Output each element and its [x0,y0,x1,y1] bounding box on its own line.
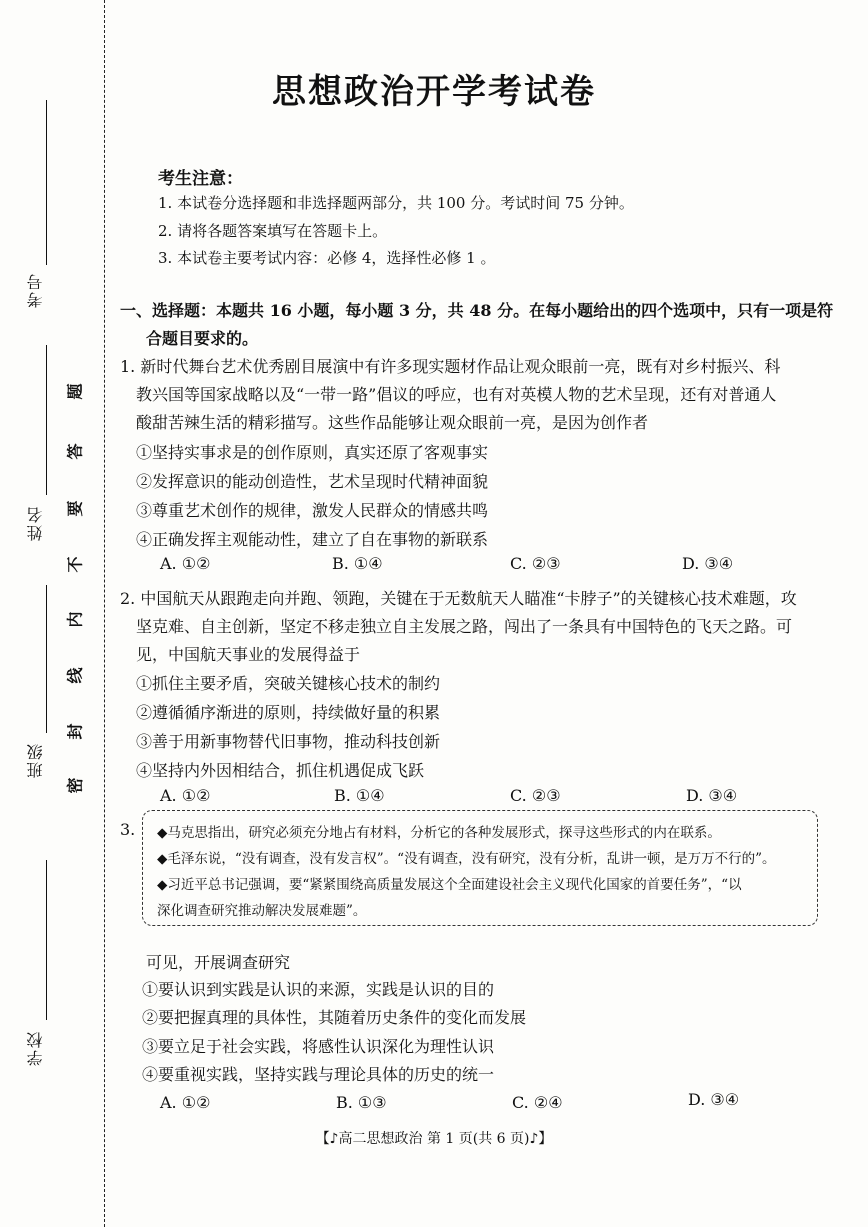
seal-char: 要 [65,500,85,517]
question-1-stem: 教兴国等国家战略以及“一带一路”倡议的呼应，也有对英模人物的艺术呈现，还有对普通人 [136,385,777,404]
question-3-item: ①要认识到实践是认识的来源，实践是认识的目的 [142,980,495,999]
question-3-option-a[interactable]: A. ①② [160,1093,211,1112]
school-label: 学校 [26,1030,45,1066]
name-label: 姓名 [26,505,45,541]
question-1-option-d[interactable]: D. ③④ [682,554,734,573]
question-2-item: ③善于用新事物替代旧事物，推动科技创新 [136,732,441,751]
quote-line: 深化调查研究推动解决发展难题”。 [157,903,367,919]
question-2-option-c[interactable]: C. ②③ [510,786,561,805]
question-1-option-c[interactable]: C. ②③ [510,554,561,573]
question-3-stem: 可见，开展调查研究 [146,953,291,972]
seal-char: 题 [65,383,85,400]
quote-box [142,810,818,926]
question-3-number: 3. [120,820,136,839]
page-footer: 【♪高二思想政治 第 1 页(共 6 页)♪】 [315,1131,553,1147]
question-2-item: ①抓住主要矛盾，突破关键核心技术的制约 [136,674,441,693]
seal-char: 不 [65,556,85,573]
question-1-option-a[interactable]: A. ①② [160,554,211,573]
question-3-item: ④要重视实践，坚持实践与理论具体的历史的统一 [142,1065,495,1084]
school-field[interactable] [46,860,47,1020]
section-heading: 一、选择题：本题共 16 小题，每小题 3 分，共 48 分。在每小题给出的四个选项中，只有一项是符 [120,301,834,320]
notice-heading: 考生注意： [158,169,243,189]
question-1-option-b[interactable]: B. ①④ [332,554,383,573]
question-1-stem: 酸甜苦辣生活的精彩描写。这些作品能够让观众眼前一亮，是因为创作者 [136,413,649,432]
class-field[interactable] [46,585,47,733]
exam-number-field[interactable] [46,100,47,265]
question-2-option-d[interactable]: D. ③④ [686,786,738,805]
question-2-item: ②遵循循序渐进的原则，持续做好量的积累 [136,703,441,722]
question-2-item: ④坚持内外因相结合，抓住机遇促成飞跃 [136,761,425,780]
question-1-item: ④正确发挥主观能动性，建立了自在事物的新联系 [136,530,489,549]
question-2-stem: 2. 中国航天从跟跑走向并跑、领跑，关键在于无数航天人瞄准“卡脖子”的关键核心技术难题，攻 [120,589,797,608]
class-label: 班级 [26,742,45,778]
page-title: 思想政治开学考试卷 [272,72,596,112]
seal-char: 封 [65,723,85,740]
notice-item: 1. 本试卷分选择题和非选择题两部分，共 100 分。考试时间 75 分钟。 [158,194,634,212]
question-3-item: ③要立足于社会实践，将感性认识深化为理性认识 [142,1037,495,1056]
notice-item: 3. 本试卷主要考试内容：必修 4，选择性必修 1 。 [158,249,496,267]
question-1-item: ③尊重艺术创作的规律，激发人民群众的情感共鸣 [136,501,489,520]
exam-number-label: 考号 [26,272,45,308]
question-2-stem: 坚克难、自主创新，坚定不移走独立自主发展之路，闯出了一条具有中国特色的飞天之路。可 [136,617,793,636]
name-field[interactable] [46,345,47,495]
question-2-stem: 见，中国航天事业的发展得益于 [136,645,361,664]
question-3-option-d[interactable]: D. ③④ [688,1090,740,1109]
seal-char: 线 [65,667,85,684]
question-2-option-b[interactable]: B. ①④ [334,786,385,805]
question-3-option-c[interactable]: C. ②④ [512,1093,563,1112]
seal-char: 答 [65,443,85,460]
binding-dashed-line [104,0,105,1227]
quote-line: ◆毛泽东说，“没有调查，没有发言权”。“没有调查，没有研究，没有分析，乱讲一顿，是万万不行的”。 [157,851,776,867]
question-3-item: ②要把握真理的具体性，其随着历史条件的变化而发展 [142,1008,527,1027]
question-3-option-b[interactable]: B. ①③ [336,1093,387,1112]
question-1-item: ①坚持实事求是的创作原则，真实还原了客观事实 [136,443,489,462]
seal-char: 密 [65,777,85,794]
question-2-option-a[interactable]: A. ①② [160,786,211,805]
quote-line: ◆习近平总书记强调，要“紧紧围绕高质量发展这个全面建设社会主义现代化国家的首要任务”，“以 [157,877,742,893]
section-heading-cont: 合题目要求的。 [146,329,259,348]
question-1-stem: 1. 新时代舞台艺术优秀剧目展演中有许多现实题材作品让观众眼前一亮，既有对乡村振兴、科 [120,357,781,376]
quote-line: ◆马克思指出，研究必须充分地占有材料，分析它的各种发展形式，探寻这些形式的内在联系。 [157,825,721,841]
question-1-item: ②发挥意识的能动创造性，艺术呈现时代精神面貌 [136,472,489,491]
notice-item: 2. 请将各题答案填写在答题卡上。 [158,222,388,240]
seal-char: 内 [65,611,85,628]
